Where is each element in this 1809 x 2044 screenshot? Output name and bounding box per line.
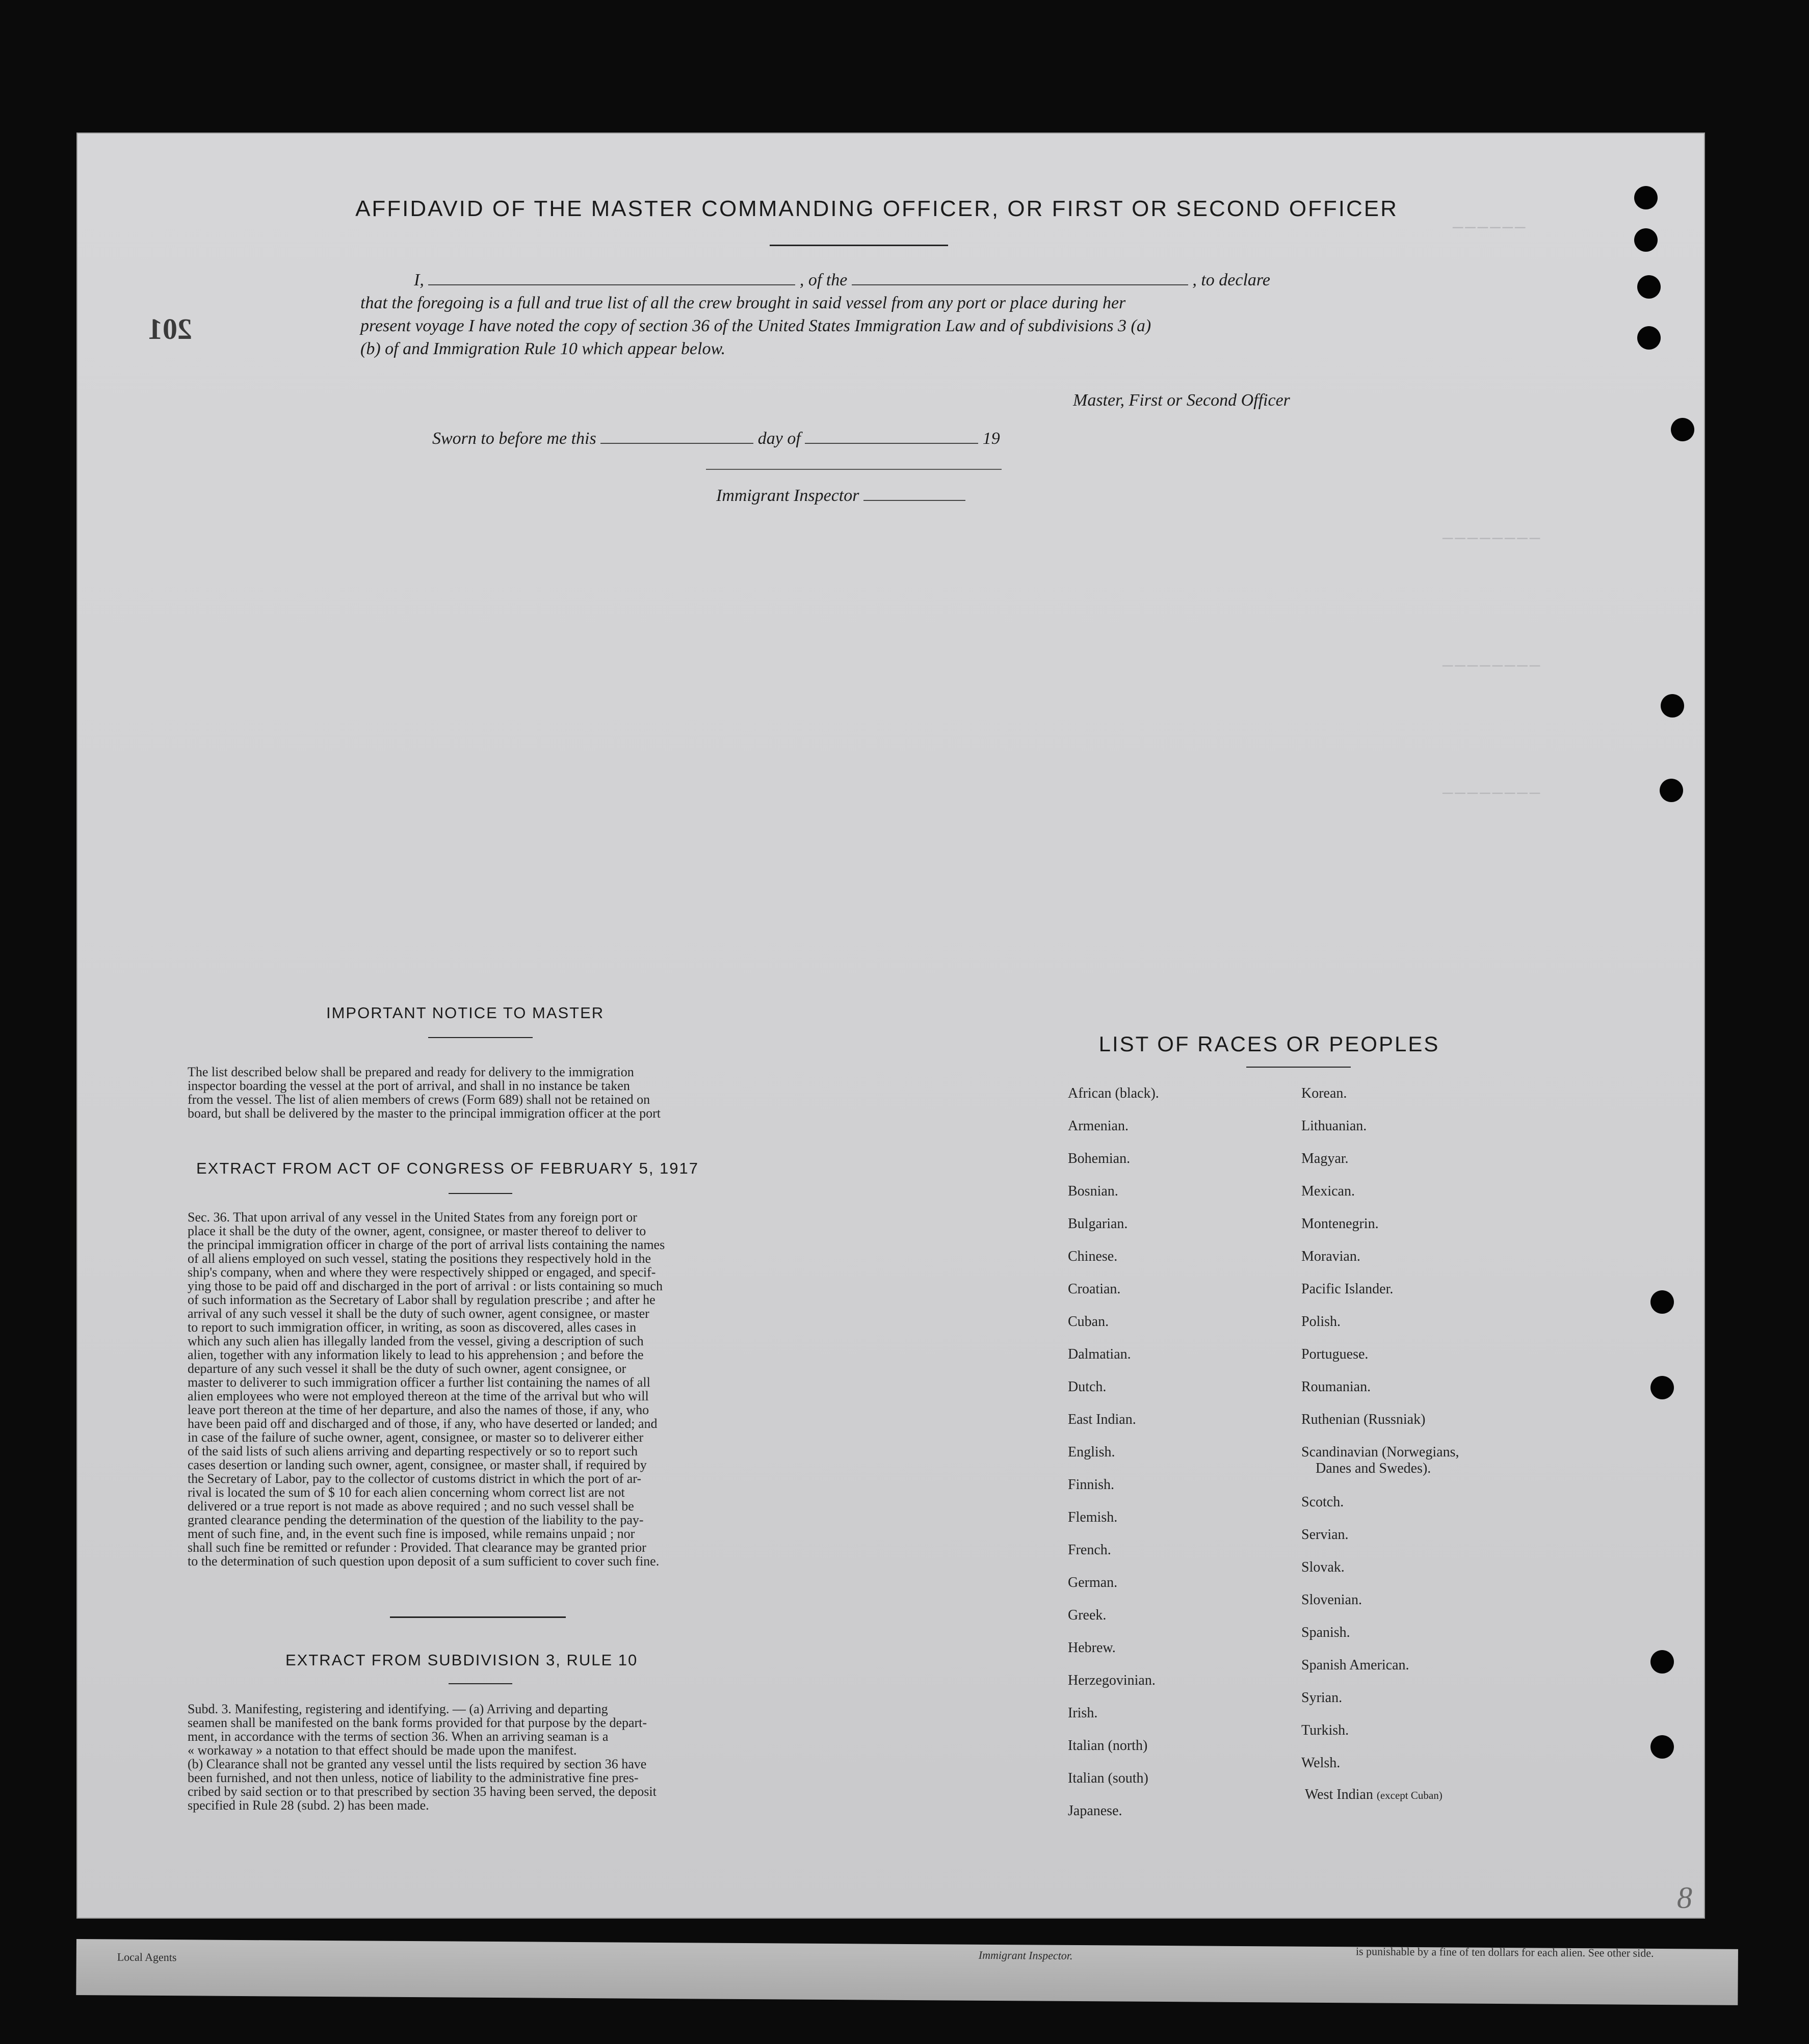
inspector-blank bbox=[863, 500, 965, 501]
act-line: which any such alien has illegally landed from the vessel, giving a description of such bbox=[188, 1334, 644, 1348]
race-right: Pacific Islander. bbox=[1301, 1281, 1394, 1297]
race-right-text: Scandinavian (Norwegians, bbox=[1301, 1444, 1459, 1460]
act-line: shall such fine be remitted or refunder : Provided. That clearance may be granted prior bbox=[188, 1540, 646, 1555]
inspector-signature-line bbox=[706, 469, 1002, 470]
race-left: Flemish. bbox=[1068, 1509, 1118, 1525]
inspector-text: Immigrant Inspector bbox=[716, 486, 859, 505]
race-right: Welsh. bbox=[1301, 1755, 1341, 1771]
rule-line: been furnished, and not then unless, notice of liability to the administrative fine pres- bbox=[188, 1770, 639, 1785]
year-text: 19 bbox=[982, 429, 1000, 448]
act-line: ment of such fine, and, in the event such fine is imposed, while remains unpaid ; nor bbox=[188, 1526, 635, 1541]
notice-line: The list described below shall be prepared and ready for delivery to the immigration bbox=[188, 1065, 634, 1079]
act-underline bbox=[449, 1193, 512, 1194]
title-underline bbox=[770, 245, 948, 246]
rule-line: specified in Rule 28 (subd. 2) has been made. bbox=[188, 1798, 429, 1813]
punch-hole bbox=[1661, 694, 1684, 718]
race-left: Bohemian. bbox=[1068, 1151, 1131, 1166]
rule-underline bbox=[449, 1683, 512, 1684]
race-right: Spanish. bbox=[1301, 1625, 1350, 1640]
race-left: East Indian. bbox=[1068, 1412, 1136, 1427]
race-left: Bosnian. bbox=[1068, 1183, 1118, 1199]
race-right: Moravian. bbox=[1301, 1249, 1360, 1264]
rule-line: (b) Clearance shall not be granted any vessel until the lists required by section 36 have bbox=[188, 1757, 647, 1771]
race-left: Cuban. bbox=[1068, 1314, 1109, 1330]
race-left: Armenian. bbox=[1068, 1118, 1129, 1134]
act-line: alien, together with any information likely to lead to his apprehension ; and before the bbox=[188, 1347, 644, 1362]
affidavit-of-the: , of the bbox=[799, 271, 848, 289]
race-left: Herzegovinian. bbox=[1068, 1673, 1156, 1688]
sworn-day-blank bbox=[600, 443, 753, 444]
act-line: Sec. 36. That upon arrival of any vessel in the United States from any foreign port or bbox=[188, 1210, 637, 1225]
notice-line: from the vessel. The list of alien members of crews (Form 689) shall not be retained on bbox=[188, 1092, 650, 1107]
rule-title: EXTRACT FROM SUBDIVISION 3, RULE 10 bbox=[285, 1651, 638, 1669]
races-underline bbox=[1246, 1067, 1351, 1068]
inspector-label bbox=[716, 484, 965, 508]
bleed-through-text: ──────── bbox=[1443, 530, 1542, 549]
vessel-blank bbox=[852, 284, 1188, 285]
act-line: departure of any such vessel it shall be the duty of such owner, agent consignee, or bbox=[188, 1361, 626, 1376]
notice-underline bbox=[428, 1037, 533, 1038]
race-left: English. bbox=[1068, 1444, 1115, 1460]
affidavit-i: I, bbox=[414, 271, 424, 289]
races-title: LIST OF RACES OR PEOPLES bbox=[1098, 1032, 1440, 1056]
act-line: alien employees who were not employed thereon at the time of the arrival but who will bbox=[188, 1389, 649, 1403]
rule-line: « workaway » a notation to that effect should be made upon the manifest. bbox=[188, 1743, 577, 1758]
act-line: leave port thereon at the time of her departure, and also the names of those, if any, who bbox=[188, 1402, 649, 1417]
race-left: Croatian. bbox=[1068, 1281, 1121, 1297]
notice-line: inspector boarding the vessel at the port of arrival, and shall in no instance be taken bbox=[188, 1078, 630, 1093]
race-right: Magyar. bbox=[1301, 1151, 1349, 1166]
race-right: Polish. bbox=[1301, 1314, 1341, 1330]
strip-inspector-text: Immigrant Inspector. bbox=[978, 1948, 1073, 1962]
rule-paragraph bbox=[188, 1702, 784, 1812]
affidavit-title: AFFIDAVID OF THE MASTER COMMANDING OFFICER, OR FIRST OR SECOND OFFICER bbox=[355, 196, 1398, 221]
act-title: EXTRACT FROM ACT OF CONGRESS OF FEBRUARY 5, 1917 bbox=[196, 1159, 699, 1177]
race-right bbox=[1301, 1444, 1459, 1477]
punch-hole bbox=[1660, 779, 1683, 802]
race-left: Greek. bbox=[1068, 1607, 1107, 1623]
race-right: Korean. bbox=[1301, 1085, 1347, 1101]
notice-title: IMPORTANT NOTICE TO MASTER bbox=[326, 1004, 605, 1022]
rule-line: seamen shall be manifested on the bank forms provided for that purpose by the depart- bbox=[188, 1715, 647, 1730]
act-line: delivered or a true report is not made as above required ; and no such vessel shall be bbox=[188, 1499, 634, 1514]
act-line: the Secretary of Labor, pay to the collector of customs district in which the port of ar- bbox=[188, 1471, 642, 1486]
act-line: ship's company, when and where they were respectively shipped or engaged, and specif- bbox=[188, 1265, 656, 1280]
strip-fine-note: is punishable by a fine of ten dollars for each alien. See other side. bbox=[1355, 1945, 1654, 1959]
act-line: of such information as the Secretary of Labor shall by regulation prescribe ; and after he bbox=[188, 1292, 656, 1307]
punch-hole bbox=[1650, 1735, 1674, 1759]
signature-label: Master, First or Second Officer bbox=[1073, 391, 1290, 410]
act-line: have been paid off and discharged and of those, if any, who have deserted or landed; and bbox=[188, 1416, 658, 1431]
race-left: Japanese. bbox=[1068, 1803, 1122, 1819]
sworn-line bbox=[432, 427, 1000, 450]
act-line: of the said lists of such aliens arriving and departing respectively or so to report such bbox=[188, 1444, 638, 1458]
race-right: Slovenian. bbox=[1301, 1592, 1362, 1608]
act-paragraph bbox=[188, 1210, 784, 1568]
act-line: of all aliens employed on such vessel, stating the positions they respectively hold in the bbox=[188, 1251, 651, 1266]
race-left: Italian (south) bbox=[1068, 1770, 1148, 1786]
act-line: ying those to be paid off and discharged in the port of arrival : or lists containing so much bbox=[188, 1279, 663, 1293]
punch-hole bbox=[1650, 1376, 1674, 1399]
rule-line: cribed by said section or to that prescribed by section 35 having been served, the deposit bbox=[188, 1784, 657, 1799]
act-line: to the determination of such question upon deposit of a sum sufficient to cover such fine. bbox=[188, 1554, 660, 1569]
rule-line: ment, in accordance with the terms of section 36. When an arriving seaman is a bbox=[188, 1729, 609, 1744]
bleed-through-text: ──────── bbox=[1443, 657, 1542, 677]
notice-paragraph bbox=[188, 1065, 784, 1120]
punch-hole bbox=[1634, 228, 1658, 252]
act-line: rival is located the sum of $ 10 for each alien concerning whom correct list are not bbox=[188, 1485, 625, 1500]
race-left: Irish. bbox=[1068, 1705, 1098, 1721]
race-right: Lithuanian. bbox=[1301, 1118, 1367, 1134]
race-right: Scotch. bbox=[1301, 1494, 1344, 1510]
race-right: Portuguese. bbox=[1301, 1346, 1369, 1362]
act-line: granted clearance pending the determination of the question of the liability to the pay- bbox=[188, 1512, 644, 1527]
act-line: arrival of any such vessel it shall be the duty of such owner, agent consignee, or master bbox=[188, 1306, 649, 1321]
punch-hole bbox=[1671, 418, 1694, 441]
act-line: the principal immigration officer in charge of the port of arrival lists containing the names bbox=[188, 1237, 665, 1252]
race-right: Servian. bbox=[1301, 1527, 1349, 1543]
race-left: Dalmatian. bbox=[1068, 1346, 1131, 1362]
race-left: Italian (north) bbox=[1068, 1738, 1148, 1754]
race-left: Hebrew. bbox=[1068, 1640, 1116, 1656]
act-line: cases desertion or landing such owner, agent, consignee, or master shall, if required by bbox=[188, 1457, 647, 1472]
next-page-strip bbox=[76, 1939, 1738, 2005]
act-line: place it shall be the duty of the owner, agent, consignee, or master thereof to deliver to bbox=[188, 1224, 646, 1238]
handwritten-mark: 8 bbox=[1677, 1881, 1692, 1915]
race-right-text: West Indian bbox=[1305, 1787, 1373, 1802]
rule-line: Subd. 3. Manifesting, registering and identifying. — (a) Arriving and departing bbox=[188, 1702, 608, 1716]
punch-hole bbox=[1650, 1650, 1674, 1674]
act-end-rule bbox=[390, 1616, 566, 1618]
affidavit-line-2: that the foregoing is a full and true list of all the crew brought in said vessel from any port or place during her bbox=[360, 294, 1126, 312]
act-line: to report to such immigration officer, in writing, as soon as discovered, alles cases in bbox=[188, 1320, 637, 1335]
punch-hole bbox=[1637, 275, 1661, 299]
race-left: African (black). bbox=[1068, 1085, 1159, 1101]
affidavit-line-4: (b) of and Immigration Rule 10 which appear below. bbox=[360, 339, 726, 358]
race-left: Finnish. bbox=[1068, 1477, 1115, 1493]
race-right: Turkish. bbox=[1301, 1722, 1349, 1738]
race-left: Bulgarian. bbox=[1068, 1216, 1128, 1232]
page-number: 201 bbox=[148, 312, 192, 346]
race-right: Ruthenian (Russniak) bbox=[1301, 1412, 1426, 1427]
race-left: German. bbox=[1068, 1575, 1118, 1590]
act-line: in case of the failure of suche owner, agent, consignee, or master so to deliverer either bbox=[188, 1430, 644, 1445]
bleed-through-text: ────── bbox=[1453, 219, 1528, 238]
race-right: Slovak. bbox=[1301, 1559, 1345, 1575]
affidavit-line-3: present voyage I have noted the copy of section 36 of the United States Immigration Law and of subdivisions 3 (a) bbox=[360, 316, 1151, 335]
punch-hole bbox=[1650, 1290, 1674, 1314]
notice-line: board, but shall be delivered by the master to the principal immigration officer at the port bbox=[188, 1106, 661, 1121]
affidavit-to-declare: , to declare bbox=[1192, 271, 1270, 289]
day-of-text: day of bbox=[757, 429, 801, 448]
punch-hole bbox=[1634, 186, 1658, 209]
act-line: master to deliverer to such immigration officer a further list containing the names of all bbox=[188, 1375, 650, 1390]
race-right: Mexican. bbox=[1301, 1183, 1355, 1199]
race-left: Dutch. bbox=[1068, 1379, 1107, 1395]
race-right: Roumanian. bbox=[1301, 1379, 1371, 1395]
race-right-note: (except Cuban) bbox=[1376, 1789, 1443, 1801]
race-right: Montenegrin. bbox=[1301, 1216, 1379, 1232]
bleed-through-text: ──────── bbox=[1443, 785, 1542, 804]
race-right-cont: Danes and Swedes). bbox=[1316, 1461, 1431, 1476]
punch-hole bbox=[1637, 326, 1661, 350]
race-left: Chinese. bbox=[1068, 1249, 1118, 1264]
sworn-month-blank bbox=[805, 443, 978, 444]
sworn-text: Sworn to before me this bbox=[432, 429, 596, 448]
race-right: Spanish American. bbox=[1301, 1657, 1409, 1673]
race-right bbox=[1305, 1787, 1443, 1803]
affidavit-line-1 bbox=[414, 269, 1270, 292]
race-right: Syrian. bbox=[1301, 1690, 1343, 1706]
race-left: French. bbox=[1068, 1542, 1111, 1558]
name-blank bbox=[428, 284, 795, 285]
local-agents-text: Local Agents bbox=[117, 1950, 177, 1964]
